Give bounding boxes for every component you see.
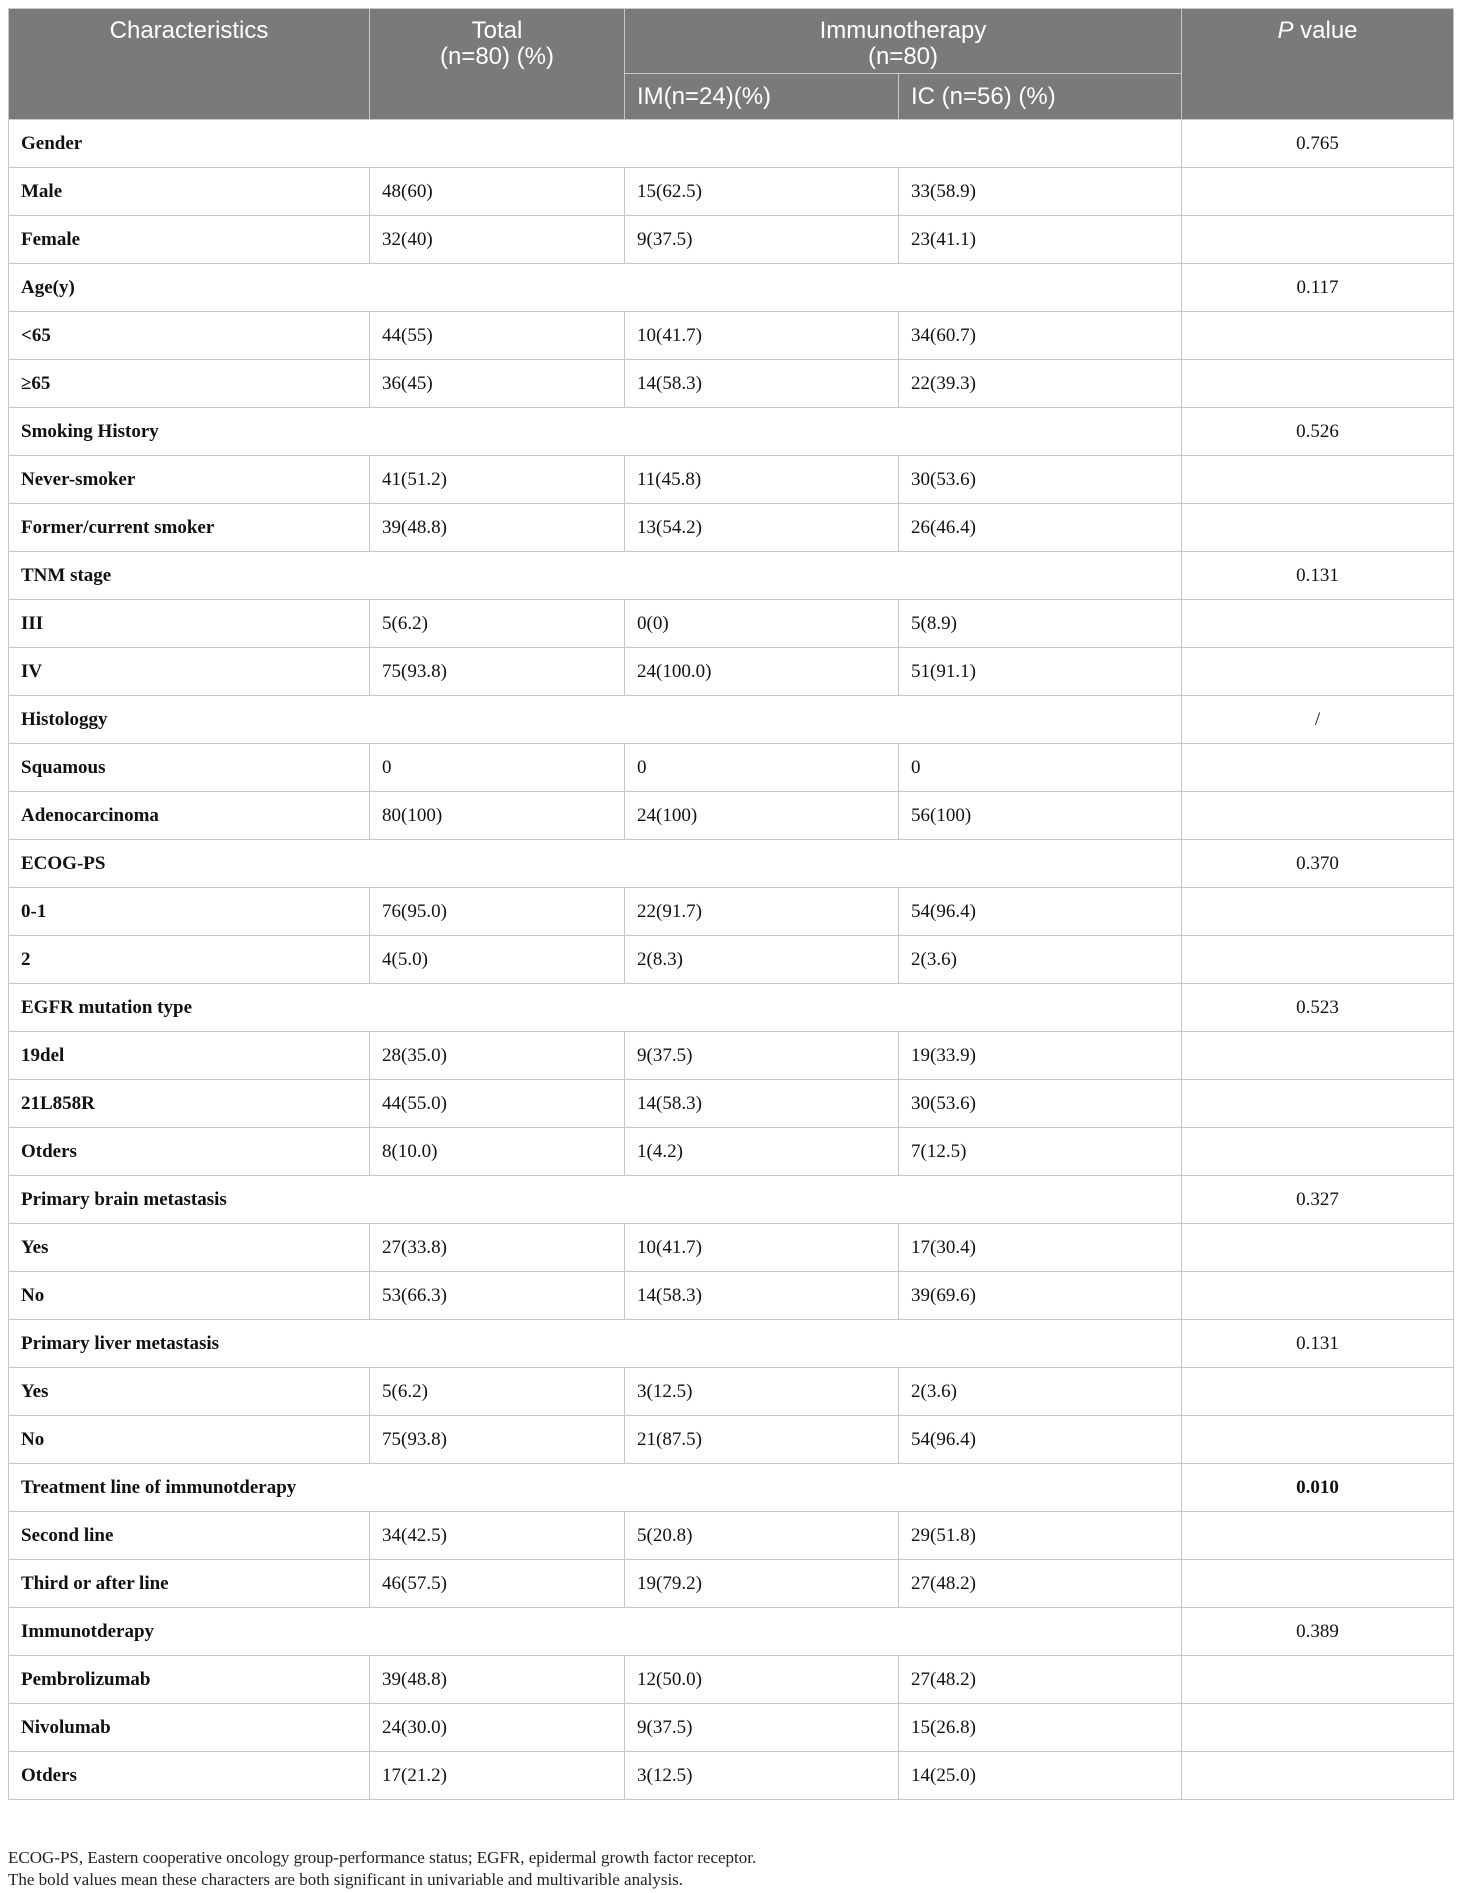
row-label: Male (9, 168, 370, 216)
category-row (9, 1608, 1454, 1656)
empty-p-cell (1182, 1272, 1454, 1320)
ic-cell: 2(3.6) (899, 936, 1182, 984)
total-cell: 34(42.5) (370, 1512, 625, 1560)
table-row (9, 168, 1454, 216)
total-cell: 39(48.8) (370, 504, 625, 552)
category-label: Primary liver metastasis (9, 1320, 1182, 1368)
total-cell: 75(93.8) (370, 1416, 625, 1464)
table-container (8, 8, 1453, 1800)
im-cell: 0(0) (625, 600, 899, 648)
ic-cell: 34(60.7) (899, 312, 1182, 360)
total-cell: 0 (370, 744, 625, 792)
table-row (9, 456, 1454, 504)
empty-p-cell (1182, 600, 1454, 648)
row-label: Pembrolizumab (9, 1656, 370, 1704)
ic-cell: 23(41.1) (899, 216, 1182, 264)
table-row (9, 600, 1454, 648)
total-cell: 76(95.0) (370, 888, 625, 936)
row-label: Former/current smoker (9, 504, 370, 552)
category-label: Age(y) (9, 264, 1182, 312)
ic-cell: 2(3.6) (899, 1368, 1182, 1416)
category-label: Histologgy (9, 696, 1182, 744)
im-cell: 19(79.2) (625, 1560, 899, 1608)
total-cell: 36(45) (370, 360, 625, 408)
ic-cell: 17(30.4) (899, 1224, 1182, 1272)
row-label: Yes (9, 1224, 370, 1272)
im-cell: 14(58.3) (625, 1272, 899, 1320)
p-value: 0.765 (1182, 120, 1454, 168)
row-label: Second line (9, 1512, 370, 1560)
empty-p-cell (1182, 744, 1454, 792)
ic-cell: 27(48.2) (899, 1560, 1182, 1608)
im-cell: 15(62.5) (625, 168, 899, 216)
empty-p-cell (1182, 888, 1454, 936)
p-value: 0.526 (1182, 408, 1454, 456)
row-label: 2 (9, 936, 370, 984)
category-label: Gender (9, 120, 1182, 168)
category-label: ECOG-PS (9, 840, 1182, 888)
table-row (9, 1032, 1454, 1080)
row-label: No (9, 1272, 370, 1320)
im-cell: 13(54.2) (625, 504, 899, 552)
empty-p-cell (1182, 1560, 1454, 1608)
p-value: 0.523 (1182, 984, 1454, 1032)
ic-cell: 54(96.4) (899, 1416, 1182, 1464)
row-label: Otders (9, 1128, 370, 1176)
category-row (9, 264, 1454, 312)
total-cell: 5(6.2) (370, 600, 625, 648)
category-row (9, 1464, 1454, 1512)
im-cell: 21(87.5) (625, 1416, 899, 1464)
table-row (9, 216, 1454, 264)
total-cell: 41(51.2) (370, 456, 625, 504)
category-row (9, 408, 1454, 456)
row-label: No (9, 1416, 370, 1464)
table-footnotes (8, 1847, 756, 1891)
total-cell: 48(60) (370, 168, 625, 216)
category-row (9, 552, 1454, 600)
ic-cell: 33(58.9) (899, 168, 1182, 216)
table-row (9, 360, 1454, 408)
row-label: 21L858R (9, 1080, 370, 1128)
row-label: ≥65 (9, 360, 370, 408)
empty-p-cell (1182, 1128, 1454, 1176)
im-cell: 3(12.5) (625, 1368, 899, 1416)
row-label: 19del (9, 1032, 370, 1080)
table-row (9, 1368, 1454, 1416)
table-row (9, 1416, 1454, 1464)
ic-cell: 51(91.1) (899, 648, 1182, 696)
total-cell: 5(6.2) (370, 1368, 625, 1416)
category-label: Immunotderapy (9, 1608, 1182, 1656)
im-cell: 9(37.5) (625, 216, 899, 264)
im-cell: 10(41.7) (625, 1224, 899, 1272)
empty-p-cell (1182, 1080, 1454, 1128)
empty-p-cell (1182, 1416, 1454, 1464)
ic-cell: 30(53.6) (899, 456, 1182, 504)
p-value: / (1182, 696, 1454, 744)
total-cell: 32(40) (370, 216, 625, 264)
ic-cell: 0 (899, 744, 1182, 792)
table-row (9, 936, 1454, 984)
row-label: IV (9, 648, 370, 696)
header-immunotherapy: Immunotherapy (n=80) (625, 9, 1182, 74)
table-row (9, 1752, 1454, 1800)
table-body (9, 120, 1454, 1800)
table-row (9, 1128, 1454, 1176)
im-cell: 12(50.0) (625, 1656, 899, 1704)
ic-cell: 14(25.0) (899, 1752, 1182, 1800)
total-cell: 75(93.8) (370, 648, 625, 696)
im-cell: 24(100.0) (625, 648, 899, 696)
ic-cell: 5(8.9) (899, 600, 1182, 648)
category-row (9, 120, 1454, 168)
total-cell: 44(55.0) (370, 1080, 625, 1128)
total-cell: 39(48.8) (370, 1656, 625, 1704)
row-label: Otders (9, 1752, 370, 1800)
row-label: III (9, 600, 370, 648)
p-value: 0.117 (1182, 264, 1454, 312)
empty-p-cell (1182, 792, 1454, 840)
header-im: IM(n=24)(%) (625, 74, 899, 120)
ic-cell: 15(26.8) (899, 1704, 1182, 1752)
p-value: 0.131 (1182, 552, 1454, 600)
row-label: Adenocarcinoma (9, 792, 370, 840)
category-label: EGFR mutation type (9, 984, 1182, 1032)
table-row (9, 1272, 1454, 1320)
header-characteristics: Characteristics (9, 9, 370, 120)
empty-p-cell (1182, 360, 1454, 408)
table-row (9, 1512, 1454, 1560)
im-cell: 14(58.3) (625, 360, 899, 408)
im-cell: 0 (625, 744, 899, 792)
table-row (9, 1224, 1454, 1272)
table-row (9, 888, 1454, 936)
table-row (9, 504, 1454, 552)
p-value: 0.131 (1182, 1320, 1454, 1368)
ic-cell: 27(48.2) (899, 1656, 1182, 1704)
table-row (9, 1080, 1454, 1128)
ic-cell: 54(96.4) (899, 888, 1182, 936)
row-label: Female (9, 216, 370, 264)
im-cell: 11(45.8) (625, 456, 899, 504)
total-cell: 53(66.3) (370, 1272, 625, 1320)
empty-p-cell (1182, 648, 1454, 696)
row-label: 0-1 (9, 888, 370, 936)
empty-p-cell (1182, 1224, 1454, 1272)
empty-p-cell (1182, 1512, 1454, 1560)
row-label: Never-smoker (9, 456, 370, 504)
category-row (9, 984, 1454, 1032)
empty-p-cell (1182, 168, 1454, 216)
ic-cell: 26(46.4) (899, 504, 1182, 552)
total-cell: 44(55) (370, 312, 625, 360)
table-row (9, 1704, 1454, 1752)
row-label: Squamous (9, 744, 370, 792)
ic-cell: 19(33.9) (899, 1032, 1182, 1080)
characteristics-table (8, 8, 1454, 1800)
category-label: Primary brain metastasis (9, 1176, 1182, 1224)
p-value: 0.010 (1182, 1464, 1454, 1512)
im-cell: 14(58.3) (625, 1080, 899, 1128)
empty-p-cell (1182, 456, 1454, 504)
im-cell: 24(100) (625, 792, 899, 840)
ic-cell: 22(39.3) (899, 360, 1182, 408)
category-label: Treatment line of immunotderapy (9, 1464, 1182, 1512)
table-row (9, 312, 1454, 360)
total-cell: 4(5.0) (370, 936, 625, 984)
im-cell: 2(8.3) (625, 936, 899, 984)
table-row (9, 744, 1454, 792)
total-cell: 28(35.0) (370, 1032, 625, 1080)
header-p-value: P value (1182, 9, 1454, 120)
empty-p-cell (1182, 1656, 1454, 1704)
im-cell: 9(37.5) (625, 1704, 899, 1752)
category-label: Smoking History (9, 408, 1182, 456)
empty-p-cell (1182, 1704, 1454, 1752)
total-cell: 27(33.8) (370, 1224, 625, 1272)
category-label: TNM stage (9, 552, 1182, 600)
ic-cell: 30(53.6) (899, 1080, 1182, 1128)
p-value: 0.327 (1182, 1176, 1454, 1224)
im-cell: 3(12.5) (625, 1752, 899, 1800)
row-label: Third or after line (9, 1560, 370, 1608)
header-total: Total (n=80) (%) (370, 9, 625, 120)
category-row (9, 840, 1454, 888)
ic-cell: 56(100) (899, 792, 1182, 840)
empty-p-cell (1182, 936, 1454, 984)
table-row (9, 1656, 1454, 1704)
total-cell: 24(30.0) (370, 1704, 625, 1752)
category-row (9, 1320, 1454, 1368)
im-cell: 5(20.8) (625, 1512, 899, 1560)
im-cell: 1(4.2) (625, 1128, 899, 1176)
category-row (9, 1176, 1454, 1224)
table-row (9, 792, 1454, 840)
table-row (9, 648, 1454, 696)
table-row (9, 1560, 1454, 1608)
total-cell: 80(100) (370, 792, 625, 840)
footnote: The bold values mean these characters are both significant in univariable and multivarible analysis. (8, 1870, 684, 1889)
footnote: ECOG-PS, Eastern cooperative oncology group-performance status; EGFR, epidermal growth factor receptor. (8, 1848, 757, 1867)
im-cell: 10(41.7) (625, 312, 899, 360)
empty-p-cell (1182, 504, 1454, 552)
empty-p-cell (1182, 1368, 1454, 1416)
empty-p-cell (1182, 1752, 1454, 1800)
category-row (9, 696, 1454, 744)
ic-cell: 39(69.6) (899, 1272, 1182, 1320)
total-cell: 46(57.5) (370, 1560, 625, 1608)
row-label: <65 (9, 312, 370, 360)
ic-cell: 29(51.8) (899, 1512, 1182, 1560)
p-value: 0.370 (1182, 840, 1454, 888)
p-value: 0.389 (1182, 1608, 1454, 1656)
empty-p-cell (1182, 216, 1454, 264)
total-cell: 8(10.0) (370, 1128, 625, 1176)
empty-p-cell (1182, 1032, 1454, 1080)
total-cell: 17(21.2) (370, 1752, 625, 1800)
im-cell: 22(91.7) (625, 888, 899, 936)
row-label: Nivolumab (9, 1704, 370, 1752)
empty-p-cell (1182, 312, 1454, 360)
im-cell: 9(37.5) (625, 1032, 899, 1080)
header-ic: IC (n=56) (%) (899, 74, 1182, 120)
row-label: Yes (9, 1368, 370, 1416)
ic-cell: 7(12.5) (899, 1128, 1182, 1176)
